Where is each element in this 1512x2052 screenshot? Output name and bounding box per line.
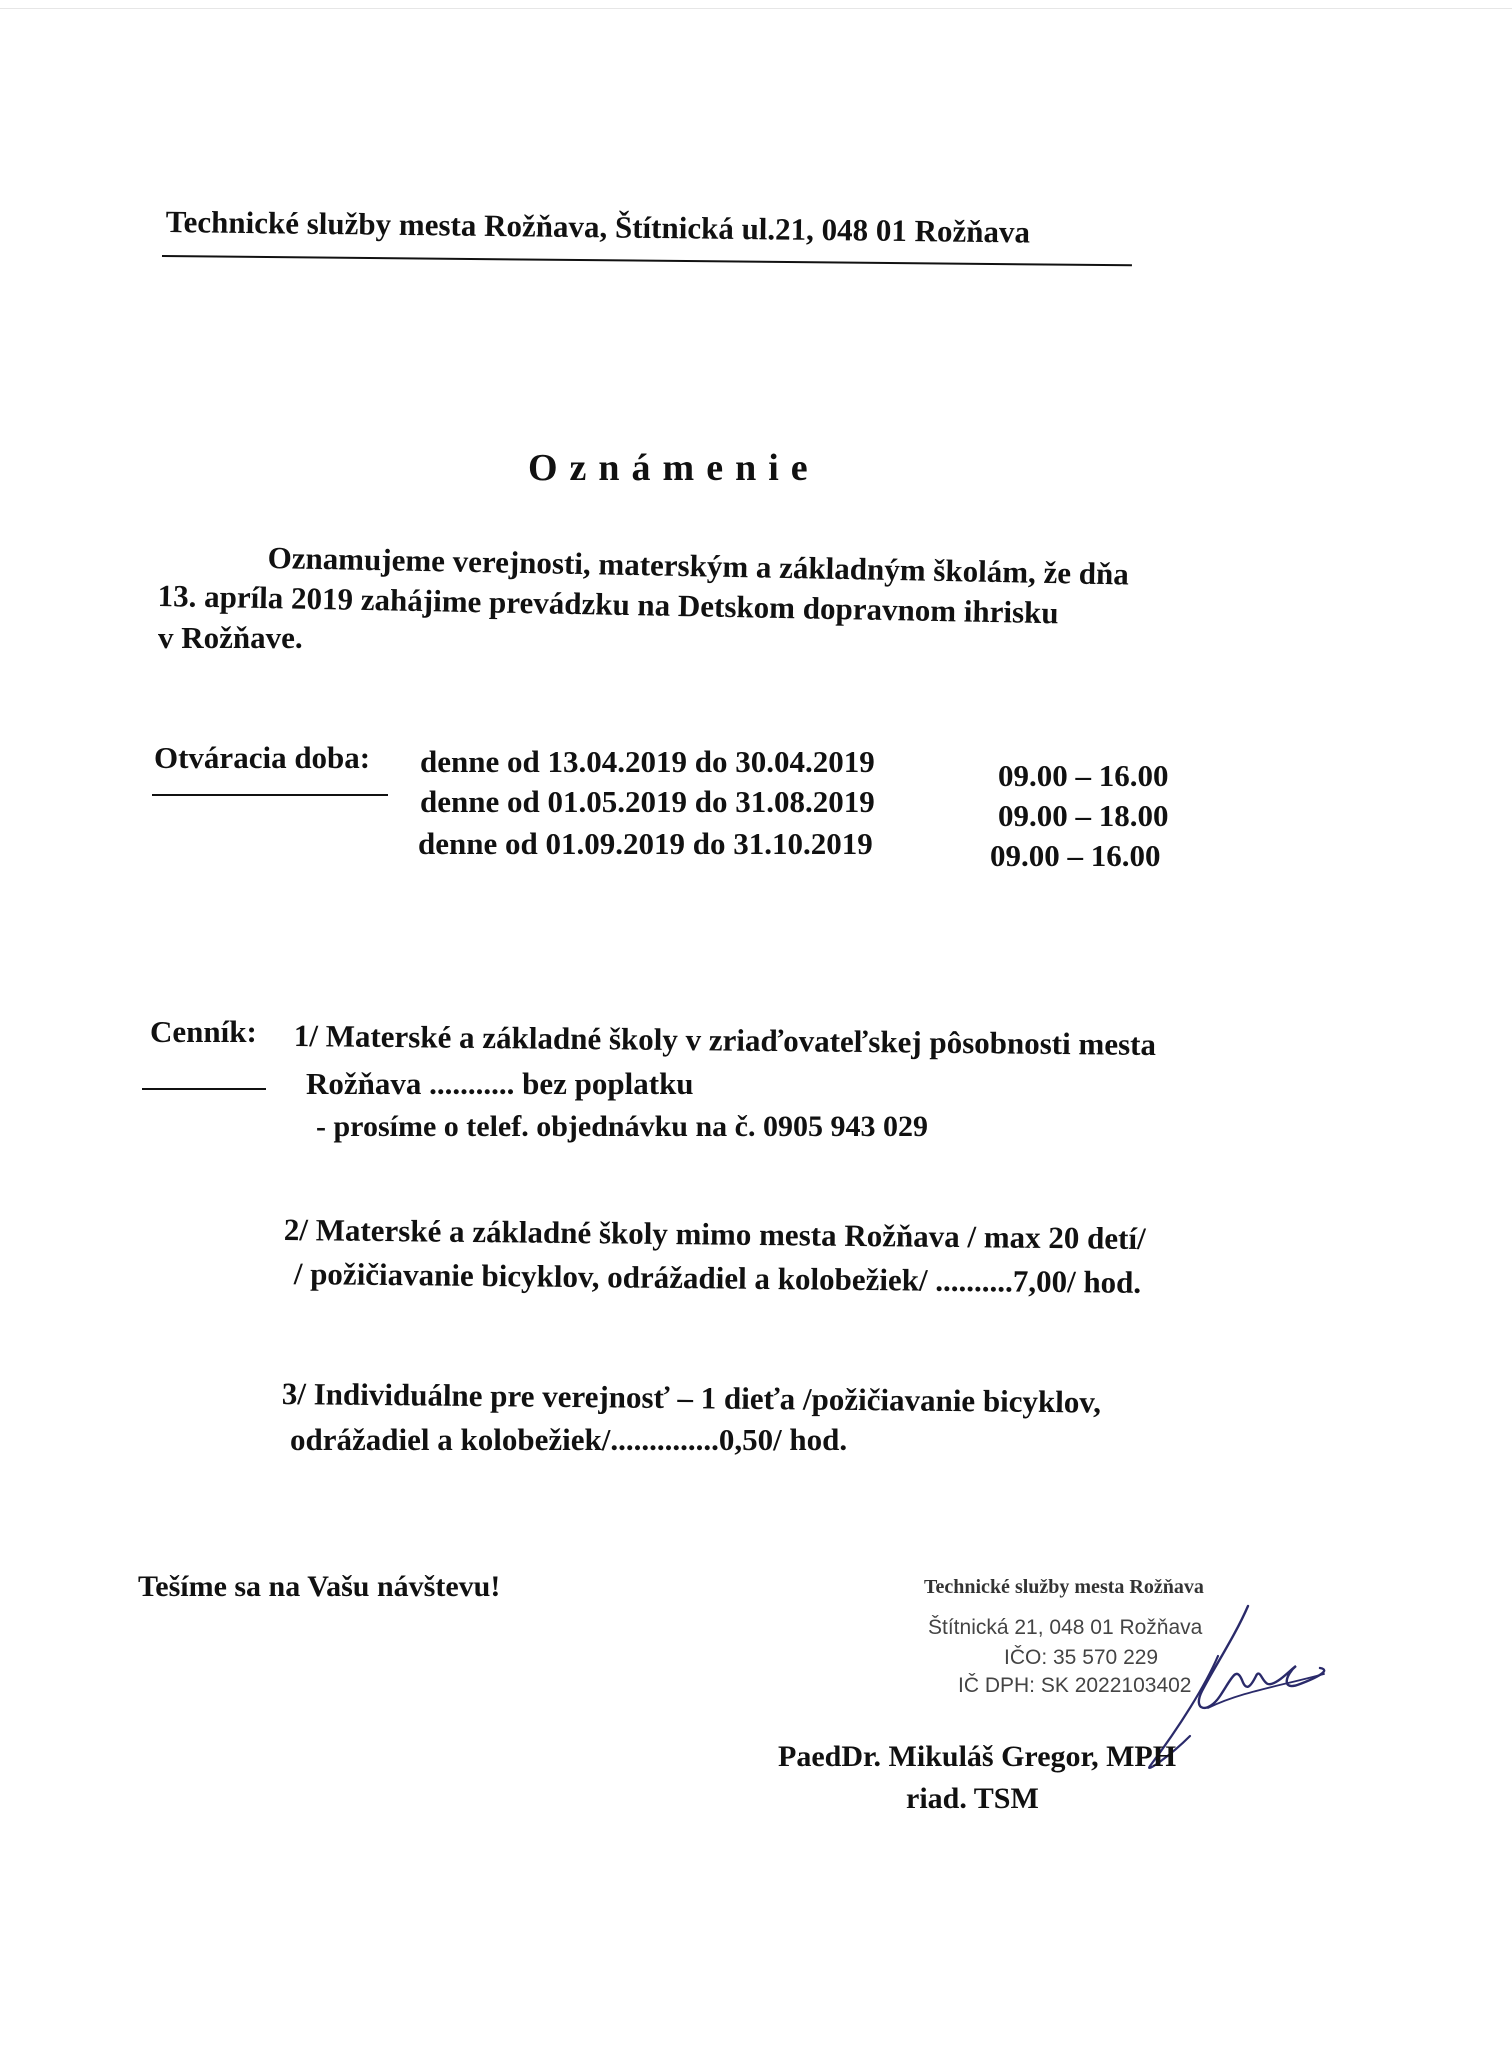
scan-edge-line	[0, 8, 1512, 9]
opening-period-2: denne od 01.05.2019 do 31.08.2019	[420, 784, 875, 819]
opening-period-3: denne od 01.09.2019 do 31.10.2019	[418, 826, 873, 861]
opening-hours-3: 09.00 – 16.00	[990, 838, 1161, 873]
pricing-label-underline	[142, 1088, 266, 1090]
pricing-item-3-line-2: odrážadiel a kolobežiek/..............0,50/ hod.	[290, 1422, 848, 1457]
opening-period-1: denne od 13.04.2019 do 30.04.2019	[420, 744, 875, 779]
stamp-address: Štítnická 21, 048 01 Rožňava	[928, 1616, 1203, 1639]
closing-greeting: Tešíme sa na Vašu návštevu!	[138, 1570, 501, 1603]
header-underline	[162, 255, 1132, 266]
signatory-role: riad. TSM	[906, 1782, 1039, 1815]
pricing-item-1-line-2: Rožňava ........... bez poplatku	[306, 1066, 694, 1101]
stamp-dic: IČ DPH: SK 2022103402	[958, 1674, 1192, 1697]
pricing-label: Cenník:	[150, 1014, 257, 1049]
stamp-ico: IČO: 35 570 229	[1004, 1646, 1159, 1669]
opening-hours-label-underline	[152, 794, 388, 796]
opening-hours-2: 09.00 – 18.00	[998, 798, 1169, 833]
organization-header: Technické služby mesta Rožňava, Štítnická ul.21, 048 01 Rožňava	[165, 204, 1031, 250]
document-title: Oznámenie	[528, 447, 820, 489]
pricing-item-1-line-3: - prosíme o telef. objednávku na č. 0905 943 029	[316, 1110, 928, 1143]
signatory-name: PaedDr. Mikuláš Gregor, MPH	[778, 1740, 1177, 1773]
pricing-item-2-line-1: 2/ Materské a základné školy mimo mesta Rožňava / max 20 detí/	[283, 1212, 1146, 1257]
pricing-item-2-line-2: / požičiavanie bicyklov, odrážadiel a kolobežiek/ ..........7,00/ hod.	[293, 1256, 1142, 1300]
pricing-item-3-line-1: 3/ Individuálne pre verejnosť – 1 dieťa /požičiavanie bicyklov,	[281, 1376, 1102, 1420]
opening-hours-label: Otváracia doba:	[154, 740, 371, 775]
intro-line-1: Oznamujeme verejnosti, materským a základným školám, že dňa	[267, 540, 1130, 592]
stamp-organization-name: Technické služby mesta Rožňava	[924, 1576, 1204, 1598]
intro-line-2: 13. apríla 2019 zahájime prevádzku na Detskom dopravnom ihrisku	[157, 578, 1059, 631]
opening-hours-1: 09.00 – 16.00	[998, 758, 1169, 793]
intro-line-3: v Rožňave.	[158, 620, 303, 655]
pricing-item-1-line-1: 1/ Materské a základné školy v zriaďovateľskej pôsobnosti mesta	[293, 1018, 1157, 1063]
